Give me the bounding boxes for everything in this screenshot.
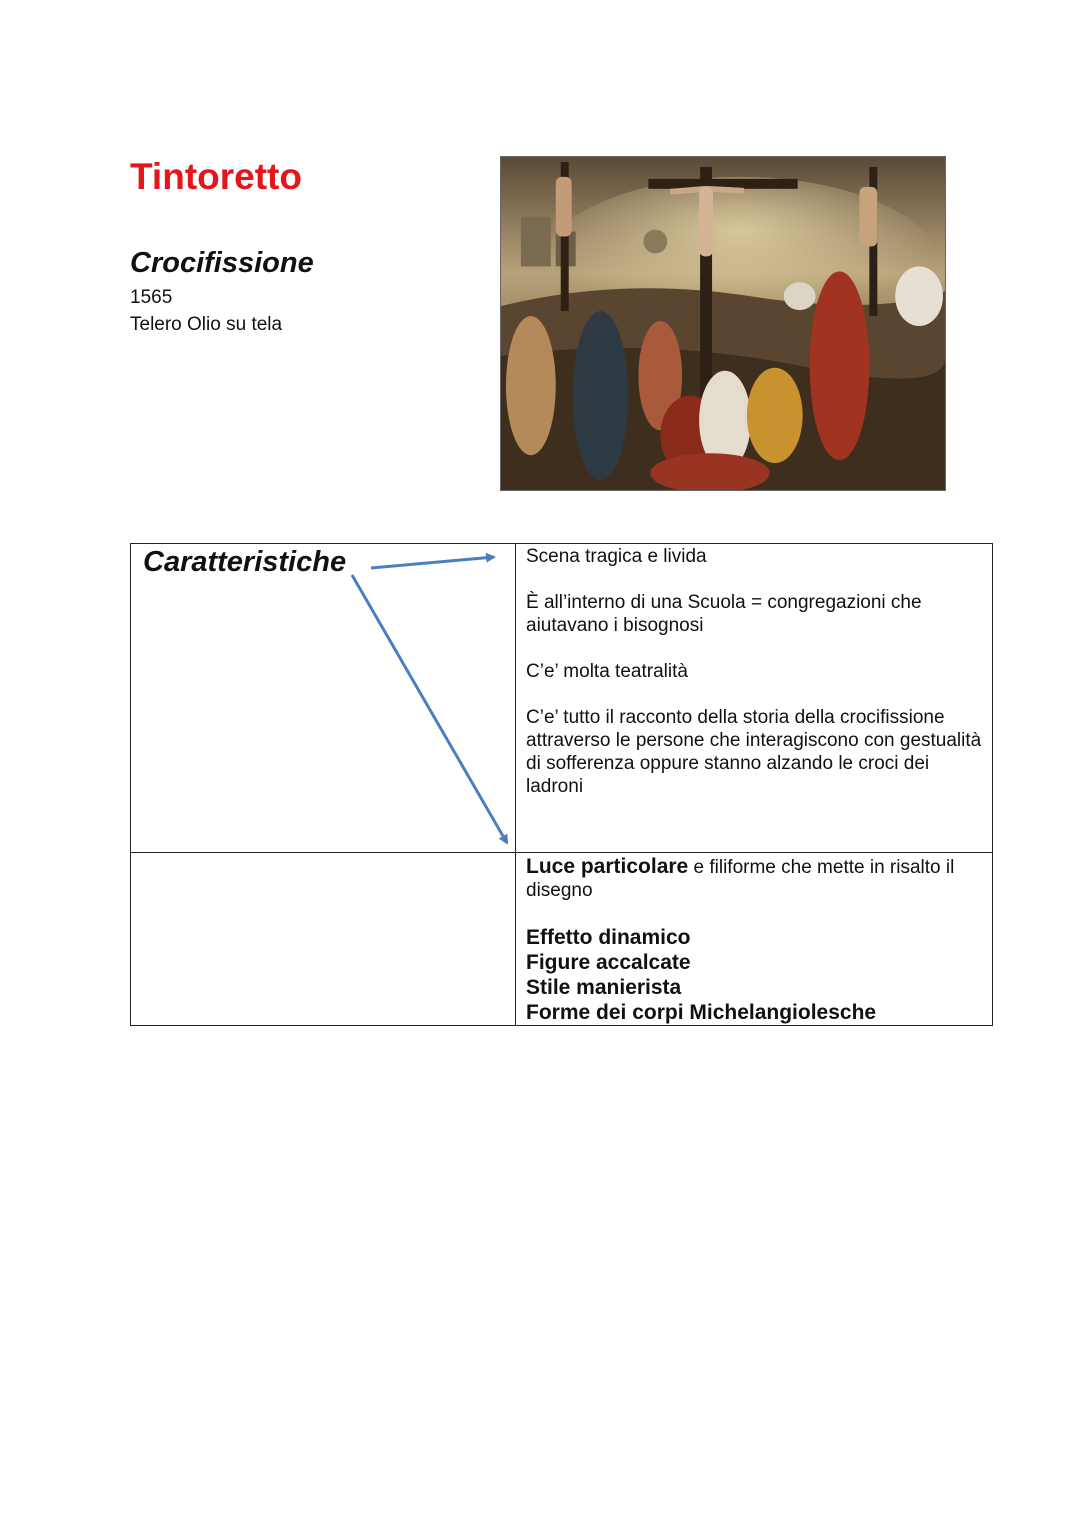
artist-name: Tintoretto bbox=[130, 156, 302, 197]
characteristics-heading: Caratteristiche bbox=[143, 546, 347, 578]
note-2: È all’interno di una Scuola = congregazioni che aiutavano i bisognosi bbox=[526, 592, 922, 636]
light-lead: Luce particolare bbox=[526, 855, 689, 878]
note-3: C’e’ molta teatralità bbox=[526, 661, 688, 682]
work-year: 1565 bbox=[130, 287, 173, 308]
table-row bbox=[131, 853, 993, 1026]
style-item: Stile manierista bbox=[526, 976, 682, 999]
style-cell bbox=[516, 853, 993, 1026]
style-item: Figure accalcate bbox=[526, 951, 691, 974]
characteristics-table bbox=[130, 543, 993, 1026]
table-row bbox=[131, 544, 993, 853]
empty-cell bbox=[131, 853, 516, 1026]
characteristics-cell bbox=[516, 544, 993, 853]
characteristics-heading-cell bbox=[131, 544, 516, 853]
note-1: Scena tragica e livida bbox=[526, 546, 707, 567]
note-4: C’e’ tutto il racconto della storia della crocifissione attraverso le persone che interagiscono con gestualità di sofferenza oppure stanno alzando le croci dei ladroni bbox=[526, 707, 982, 797]
crucifixion-painting bbox=[501, 157, 945, 490]
painting-image bbox=[500, 156, 946, 491]
light-note bbox=[526, 855, 982, 902]
work-title: Crocifissione bbox=[130, 247, 314, 279]
style-item: Effetto dinamico bbox=[526, 926, 691, 949]
work-medium: Telero Olio su tela bbox=[130, 314, 283, 335]
light-rest: e filiforme che mette in risalto il disegno bbox=[526, 857, 955, 901]
style-item: Forme dei corpi Michelangiolesche bbox=[526, 1001, 877, 1024]
